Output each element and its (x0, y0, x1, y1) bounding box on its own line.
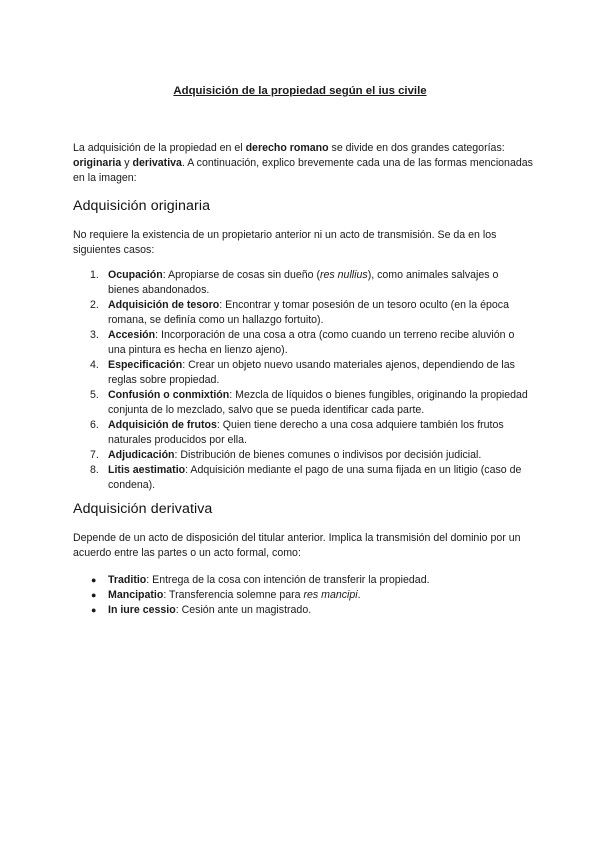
list-item-in-iure-cessio (90, 603, 530, 618)
originaria-description: No requiere la existencia de un propietario anterior ni un acto de transmisión. Se da en los siguientes casos: (73, 229, 497, 256)
heading-originaria: Adquisición originaria (73, 198, 211, 214)
list-italic: res nullius (320, 269, 368, 281)
list-item-frutos (90, 418, 530, 448)
list-item-confusion (90, 388, 530, 418)
intro-text-4: . A continuación, explico brevemente cada una de las formas mencionadas en la imagen: (73, 157, 533, 184)
bullet-icon: ● (91, 575, 97, 585)
intro-bold-derivativa: derivativa (132, 157, 182, 169)
list-item-especificacion (90, 358, 530, 388)
list-number: 6. (90, 419, 99, 431)
list-item-ocupacion (90, 268, 530, 298)
list-item-litis-aestimatio (90, 463, 530, 493)
bullet-icon: ● (91, 590, 97, 600)
list-term: Litis aestimatio (108, 464, 186, 476)
list-number: 7. (90, 449, 99, 461)
list-term: Especificación (108, 359, 183, 371)
list-text-post: ), como animales salvajes o bienes abandonados. (108, 269, 499, 296)
derivativa-description: Depende de un acto de disposición del titular anterior. Implica la transmisión del dominio por un acuerdo entre las partes o un acto formal, como: (73, 532, 521, 559)
intro-text-3: y (121, 157, 133, 169)
list-text: : Quien tiene derecho a una cosa adquiere también los frutos naturales producidos por ella. (108, 419, 504, 446)
list-number: 8. (90, 464, 99, 476)
list-item-adjudicacion (90, 448, 530, 463)
list-text: : Apropiarse de cosas sin dueño ( (162, 269, 320, 281)
derivativa-list (90, 573, 530, 618)
list-item-mancipatio (90, 588, 530, 603)
intro-paragraph (73, 141, 533, 186)
list-text-post: . (357, 589, 361, 601)
list-number: 2. (90, 299, 99, 311)
list-term: Adquisición de frutos (108, 419, 217, 431)
list-term: Confusión o conmixtión (108, 389, 230, 401)
list-text: : Incorporación de una cosa a otra (como cuando un terreno recibe aluvión o una pintura es hecha en lienzo ajeno). (108, 329, 515, 356)
list-number: 3. (90, 329, 99, 341)
intro-bold-originaria: originaria (73, 157, 122, 169)
document-title: Adquisición de la propiedad según el ius civile (173, 85, 427, 97)
intro-text-1: La adquisición de la propiedad en el (73, 142, 246, 154)
heading-derivativa: Adquisición derivativa (73, 501, 213, 517)
list-item-tesoro (90, 298, 530, 328)
list-text: : Distribución de bienes comunes o indivisos por decisión judicial. (174, 449, 482, 461)
list-term: In iure cessio (108, 604, 176, 616)
list-text: : Adquisición mediante el pago de una suma fijada en un litigio (caso de condena). (108, 464, 522, 491)
list-term: Adquisición de tesoro (108, 299, 220, 311)
list-text: : Mezcla de líquidos o bienes fungibles, originando la propiedad conjunta de lo mezclado, salvo que se pueda identificar cada parte. (108, 389, 528, 416)
list-number: 4. (90, 359, 99, 371)
intro-bold-derecho-romano: derecho romano (245, 142, 329, 154)
list-term: Ocupación (108, 269, 163, 281)
list-term: Adjudicación (108, 449, 175, 461)
list-text: : Entrega de la cosa con intención de transferir la propiedad. (146, 574, 430, 586)
list-text: : Transferencia solemne para (163, 589, 304, 601)
bullet-icon: ● (91, 605, 97, 615)
originaria-list (90, 268, 530, 493)
list-text: : Cesión ante un magistrado. (175, 604, 312, 616)
list-text: : Encontrar y tomar posesión de un tesoro oculto (en la época romana, se definía como un hallazgo fortuito). (108, 299, 509, 326)
list-number: 5. (90, 389, 99, 401)
list-term: Accesión (108, 329, 156, 341)
list-term: Traditio (108, 574, 147, 586)
list-item-traditio (90, 573, 530, 588)
list-item-accesion (90, 328, 530, 358)
intro-text-2: se divide en dos grandes categorías: (328, 142, 505, 154)
list-number: 1. (90, 269, 99, 281)
list-text: : Crear un objeto nuevo usando materiales ajenos, dependiendo de las reglas sobre propiedad. (108, 359, 515, 386)
list-italic: res mancipi (303, 589, 358, 601)
list-term: Mancipatio (108, 589, 164, 601)
